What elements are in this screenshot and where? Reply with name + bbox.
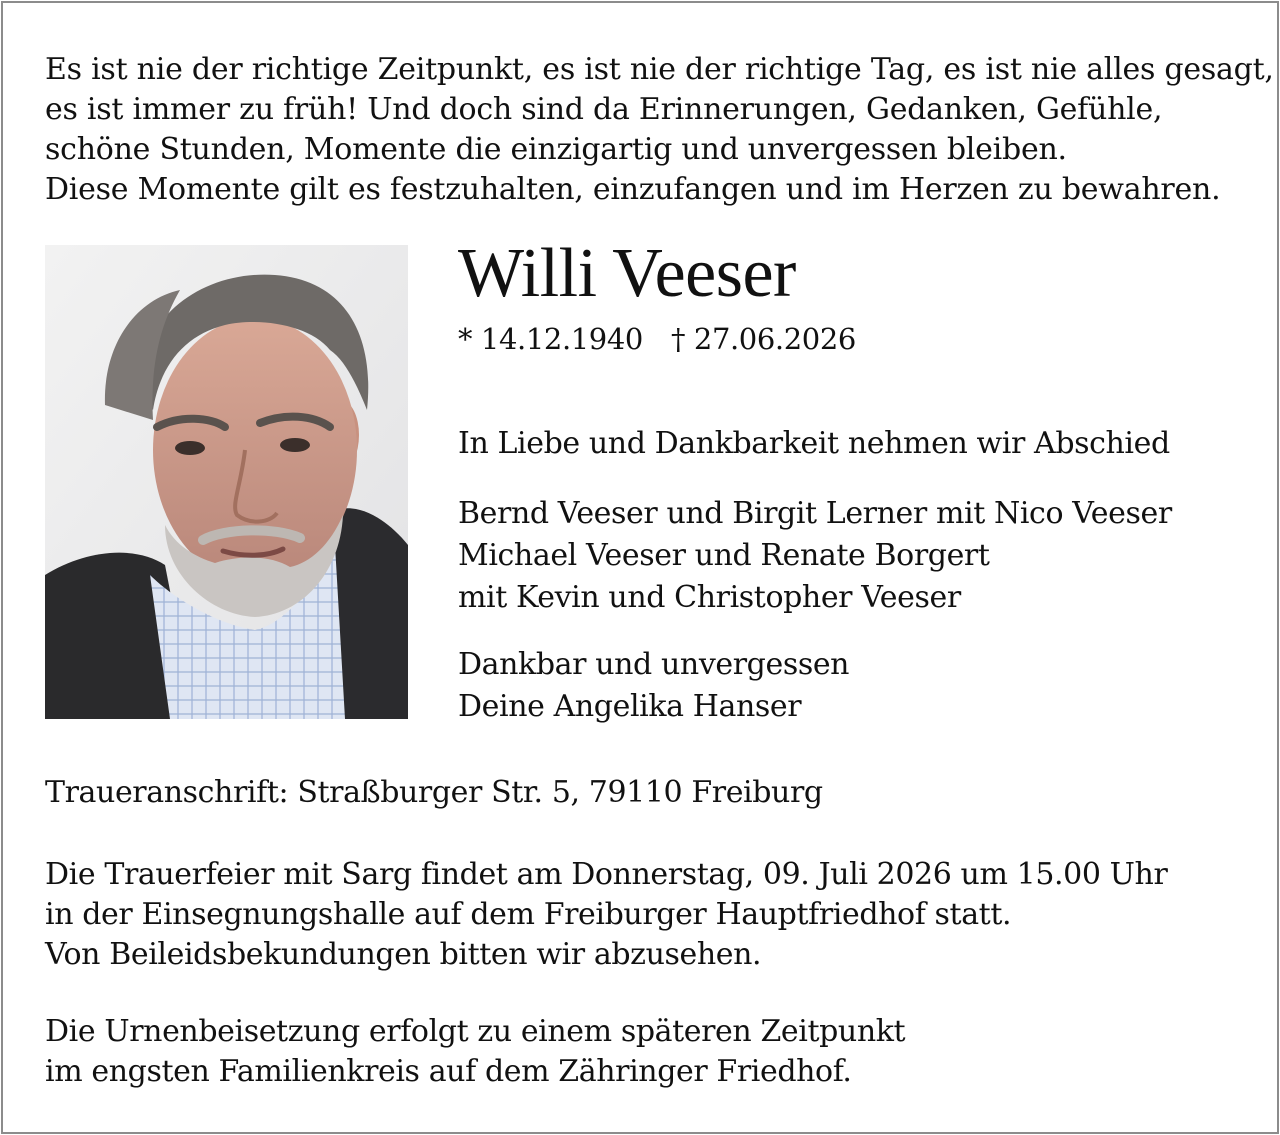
mourning-address: Traueranschrift: Straßburger Str. 5, 79110 Freiburg <box>45 775 823 810</box>
farewell-line: In Liebe und Dankbarkeit nehmen wir Abschied <box>458 426 1170 461</box>
mourners-partner <box>458 644 849 728</box>
urn-line: im engsten Familienkreis auf dem Zähringer Friedhof. <box>45 1054 852 1089</box>
poem-line: Es ist nie der richtige Zeitpunkt, es ist nie der richtige Tag, es ist nie alles gesagt, <box>45 52 1274 87</box>
poem-line: es ist immer zu früh! Und doch sind da Erinnerungen, Gedanken, Gefühle, <box>45 92 1163 127</box>
life-dates <box>458 319 856 359</box>
death-date: † 27.06.2026 <box>670 322 856 356</box>
ceremony-line: Von Beileidsbekundungen bitten wir abzusehen. <box>45 937 762 972</box>
mourner-line: Bernd Veeser und Birgit Lerner mit Nico Veeser <box>458 496 1172 531</box>
ceremony-line: Die Trauerfeier mit Sarg findet am Donnerstag, 09. Juli 2026 um 15.00 Uhr <box>45 857 1168 892</box>
mourner-line: Michael Veeser und Renate Borgert <box>458 538 990 573</box>
poem-line: Diese Momente gilt es festzuhalten, einzufangen und im Herzen zu bewahren. <box>45 172 1221 207</box>
birth-date: * 14.12.1940 <box>458 322 643 356</box>
ceremony-line: in der Einsegnungshalle auf dem Freiburger Hauptfriedhof statt. <box>45 897 1012 932</box>
partner-line: Deine Angelika Hanser <box>458 689 802 724</box>
funeral-ceremony-info <box>45 855 1167 975</box>
poem-line: schöne Stunden, Momente die einzigartig und unvergessen bleiben. <box>45 132 1067 167</box>
mourner-line: mit Kevin und Christopher Veeser <box>458 580 961 615</box>
portrait-photo <box>45 245 408 719</box>
urn-burial-info <box>45 1012 905 1092</box>
partner-line: Dankbar und unvergessen <box>458 647 850 682</box>
urn-line: Die Urnenbeisetzung erfolgt zu einem späteren Zeitpunkt <box>45 1014 906 1049</box>
mourners-family <box>458 493 1172 619</box>
memorial-poem <box>45 50 1274 210</box>
deceased-name: Willi Veeser <box>458 235 796 312</box>
